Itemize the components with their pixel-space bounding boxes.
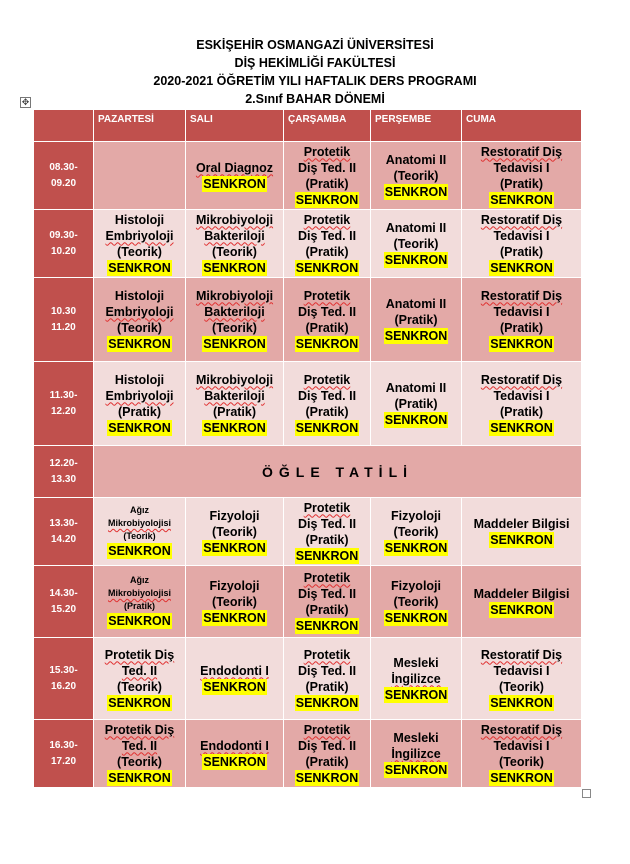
course-text: Maddeler Bilgisi — [473, 586, 570, 601]
course-text: Tedavisi I — [493, 388, 550, 403]
course-text: Protetik — [303, 372, 351, 387]
course-cell — [371, 362, 462, 446]
sync-badge: SENKRON — [108, 544, 171, 558]
course-text: Maddeler Bilgisi — [473, 516, 570, 531]
course-cell — [284, 498, 371, 566]
sync-badge: SENKRON — [203, 679, 266, 694]
course-text: (Pratik) — [305, 244, 349, 259]
course-text: Ted. II — [121, 738, 158, 753]
course-text: Mikrobiyolojisi — [107, 518, 171, 528]
course-cell — [186, 278, 284, 362]
time-slot-cell: 16.30- 17.20 — [34, 720, 94, 788]
time-slot-cell: 12.20- 13.30 — [34, 446, 94, 498]
course-text: Ağız — [130, 575, 149, 585]
course-cell — [462, 566, 582, 638]
course-text: Protetik — [303, 144, 351, 159]
course-text: Endodonti I — [200, 663, 269, 678]
course-text: (Teorik) — [499, 754, 544, 769]
course-cell — [462, 362, 582, 446]
course-cell — [94, 720, 186, 788]
course-text: Protetik — [303, 722, 351, 737]
course-text: (Teorik) — [117, 754, 162, 769]
course-text: (Pratik) — [394, 396, 438, 411]
sync-badge: SENKRON — [384, 687, 448, 702]
sync-badge: SENKRON — [295, 618, 359, 633]
course-text: (Teorik) — [499, 679, 544, 694]
course-text: Restoratif Diş — [480, 144, 563, 159]
course-text: Tedavisi I — [493, 738, 550, 753]
course-text: Protetik — [303, 647, 351, 662]
course-text: Bakteriloji — [204, 228, 265, 243]
table-row — [34, 446, 582, 498]
sync-badge: SENKRON — [108, 336, 171, 351]
course-text: Protetik — [303, 288, 351, 303]
course-cell — [371, 566, 462, 638]
day-header-thursday: PERŞEMBE — [371, 110, 462, 142]
time-slot-cell: 13.30- 14.20 — [34, 498, 94, 566]
course-text: (Pratik) — [212, 404, 257, 419]
course-text: Bakteriloji — [204, 304, 265, 319]
course-cell — [94, 638, 186, 720]
course-cell — [284, 278, 371, 362]
course-text: (Teorik) — [393, 594, 439, 609]
course-text: Histoloji — [114, 212, 165, 227]
course-text: Restoratif Diş — [480, 288, 563, 303]
course-cell — [186, 210, 284, 278]
course-text: Endodonti I — [200, 738, 269, 753]
sync-badge: SENKRON — [203, 610, 266, 625]
course-text: Fizyoloji — [209, 508, 260, 523]
course-text: (Pratik) — [499, 320, 544, 335]
table-row — [34, 362, 582, 446]
course-text: Diş Ted. II — [297, 516, 357, 531]
course-text: Tedavisi I — [493, 228, 550, 243]
sync-badge: SENKRON — [384, 540, 448, 555]
sync-badge: SENKRON — [384, 762, 448, 777]
course-cell — [371, 720, 462, 788]
course-text: İngilizce — [391, 671, 441, 686]
course-cell — [462, 142, 582, 210]
course-text: (Pratik) — [305, 176, 349, 191]
course-text: (Teorik) — [117, 679, 162, 694]
course-text: (Pratik) — [499, 176, 544, 191]
course-cell — [284, 638, 371, 720]
course-text: Diş Ted. II — [297, 586, 357, 601]
course-text: Oral Diagnoz — [195, 160, 274, 175]
course-text: Restoratif Diş — [480, 212, 563, 227]
course-text: Fizyoloji — [209, 578, 260, 593]
course-cell — [371, 142, 462, 210]
sync-badge: SENKRON — [203, 420, 266, 435]
sync-badge: SENKRON — [203, 540, 266, 555]
course-cell — [94, 210, 186, 278]
course-text: Bakteriloji — [204, 388, 265, 403]
course-text: Fizyoloji — [391, 578, 441, 593]
course-cell — [462, 210, 582, 278]
title-program: 2020-2021 ÖĞRETİM YILI HAFTALIK DERS PROGRAMI — [153, 74, 477, 88]
course-cell — [186, 566, 284, 638]
course-cell — [371, 210, 462, 278]
course-text: (Teorik) — [393, 236, 439, 251]
time-slot-cell: 10.30 11.20 — [34, 278, 94, 362]
course-cell — [284, 362, 371, 446]
course-text: Mesleki — [393, 655, 439, 670]
course-text: Anatomi II — [385, 380, 447, 395]
course-text: Ağız — [130, 505, 149, 515]
course-cell — [462, 638, 582, 720]
title-semester: 2.Sınıf BAHAR DÖNEMİ — [245, 92, 385, 106]
sync-badge: SENKRON — [490, 770, 553, 785]
sync-badge: SENKRON — [108, 420, 171, 435]
course-text: Diş Ted. II — [297, 388, 357, 403]
course-text: Diş Ted. II — [297, 304, 357, 319]
course-text: Protetik — [303, 570, 351, 585]
table-resize-handle-icon[interactable] — [582, 789, 591, 798]
sync-badge: SENKRON — [203, 754, 266, 769]
sync-badge: SENKRON — [203, 260, 266, 275]
course-text: Embriyoloji — [105, 388, 174, 403]
course-text: Restoratif Diş — [480, 722, 563, 737]
course-text: (Pratik) — [305, 532, 349, 547]
course-text: Tedavisi I — [493, 160, 550, 175]
course-cell — [94, 278, 186, 362]
course-cell — [284, 210, 371, 278]
sync-badge: SENKRON — [490, 260, 553, 275]
course-text: Diş Ted. II — [297, 738, 357, 753]
course-cell — [94, 142, 186, 210]
course-text: Restoratif Diş — [480, 372, 563, 387]
course-cell — [462, 278, 582, 362]
course-text: Protetik — [303, 500, 351, 515]
table-row — [34, 210, 582, 278]
sync-badge: SENKRON — [490, 602, 553, 617]
course-text: Protetik Diş — [104, 722, 175, 737]
course-text: (Teorik) — [117, 320, 162, 335]
sync-badge: SENKRON — [295, 260, 359, 275]
sync-badge: SENKRON — [108, 614, 171, 628]
course-text: (Teorik) — [117, 244, 162, 259]
sync-badge: SENKRON — [384, 610, 448, 625]
table-row — [34, 638, 582, 720]
sync-badge: SENKRON — [108, 695, 171, 710]
sync-badge: SENKRON — [295, 548, 359, 563]
sync-badge: SENKRON — [490, 532, 553, 547]
course-text: (Teorik) — [123, 531, 156, 541]
course-cell — [186, 142, 284, 210]
sync-badge: SENKRON — [490, 336, 553, 351]
day-header-wednesday: ÇARŞAMBA — [284, 110, 371, 142]
time-slot-cell: 08.30- 09.20 — [34, 142, 94, 210]
course-cell — [371, 638, 462, 720]
sync-badge: SENKRON — [295, 336, 359, 351]
course-text: Mikrobiyoloji — [195, 372, 274, 387]
sync-badge: SENKRON — [384, 252, 448, 267]
course-text: (Pratik) — [499, 404, 544, 419]
sync-badge: SENKRON — [384, 328, 448, 343]
sync-badge: SENKRON — [295, 420, 359, 435]
course-text: Diş Ted. II — [297, 160, 357, 175]
course-text: (Teorik) — [212, 594, 257, 609]
corner-cell — [34, 110, 94, 142]
lunch-break-cell: ÖĞLE TATİLİ — [94, 446, 582, 498]
course-text: (Pratik) — [305, 404, 349, 419]
course-cell — [186, 498, 284, 566]
day-header-row — [34, 110, 582, 142]
day-header-friday: CUMA — [462, 110, 582, 142]
sync-badge: SENKRON — [203, 336, 266, 351]
course-text: Anatomi II — [385, 296, 447, 311]
course-cell — [371, 278, 462, 362]
course-text: Diş Ted. II — [297, 663, 357, 678]
course-cell — [186, 720, 284, 788]
course-cell — [462, 720, 582, 788]
day-header-tuesday: SALI — [186, 110, 284, 142]
course-text: İngilizce — [391, 746, 441, 761]
course-text: Mikrobiyolojisi — [107, 588, 171, 598]
table-row — [34, 498, 582, 566]
course-text: (Pratik) — [123, 601, 155, 611]
time-slot-cell: 14.30- 15.20 — [34, 566, 94, 638]
course-text: Anatomi II — [385, 220, 447, 235]
course-cell — [371, 498, 462, 566]
table-row — [34, 142, 582, 210]
course-text: Tedavisi I — [493, 663, 550, 678]
course-text: Fizyoloji — [391, 508, 441, 523]
course-text: (Pratik) — [305, 602, 349, 617]
sync-badge: SENKRON — [490, 420, 553, 435]
course-text: Restoratif Diş — [480, 647, 563, 662]
sync-badge: SENKRON — [295, 770, 359, 785]
time-slot-cell: 09.30- 10.20 — [34, 210, 94, 278]
course-text: (Pratik) — [499, 244, 544, 259]
course-cell — [462, 498, 582, 566]
sync-badge: SENKRON — [490, 192, 553, 207]
course-cell — [186, 362, 284, 446]
course-cell — [94, 566, 186, 638]
course-text: (Pratik) — [305, 754, 349, 769]
sync-badge: SENKRON — [490, 695, 553, 710]
course-text: Protetik Diş — [104, 647, 175, 662]
course-cell — [186, 638, 284, 720]
course-cell — [284, 566, 371, 638]
table-row — [34, 720, 582, 788]
course-text: (Teorik) — [212, 244, 257, 259]
course-text: Mesleki — [393, 730, 439, 745]
schedule-table — [33, 109, 582, 788]
course-text: Mikrobiyoloji — [195, 288, 274, 303]
title-university: ESKİŞEHİR OSMANGAZİ ÜNİVERSİTESİ — [196, 38, 434, 52]
course-cell — [94, 498, 186, 566]
course-text: (Teorik) — [212, 320, 257, 335]
course-text: Ted. II — [121, 663, 158, 678]
course-text: Embriyoloji — [105, 228, 174, 243]
sync-badge: SENKRON — [108, 260, 171, 275]
course-text: (Teorik) — [393, 168, 439, 183]
course-cell — [284, 720, 371, 788]
course-text: Histoloji — [114, 372, 165, 387]
course-cell — [284, 142, 371, 210]
course-text: Protetik — [303, 212, 351, 227]
course-text: (Pratik) — [305, 320, 349, 335]
time-slot-cell: 11.30- 12.20 — [34, 362, 94, 446]
course-text: Embriyoloji — [105, 304, 174, 319]
schedule-body — [34, 110, 582, 788]
course-text: (Teorik) — [393, 524, 439, 539]
sync-badge: SENKRON — [295, 192, 359, 207]
course-text: (Pratik) — [305, 679, 349, 694]
sync-badge: SENKRON — [295, 695, 359, 710]
course-text: (Pratik) — [117, 404, 162, 419]
course-text: (Pratik) — [394, 312, 438, 327]
sync-badge: SENKRON — [203, 176, 266, 191]
day-header-monday: PAZARTESİ — [94, 110, 186, 142]
sync-badge: SENKRON — [108, 770, 171, 785]
course-text: Histoloji — [114, 288, 165, 303]
table-row — [34, 566, 582, 638]
course-text: Mikrobiyoloji — [195, 212, 274, 227]
course-cell — [94, 362, 186, 446]
course-text: Anatomi II — [385, 152, 447, 167]
time-slot-cell: 15.30- 16.20 — [34, 638, 94, 720]
table-move-handle-icon[interactable]: ✥ — [21, 97, 30, 107]
sync-badge: SENKRON — [384, 184, 448, 199]
course-text: Tedavisi I — [493, 304, 550, 319]
table-row — [34, 278, 582, 362]
course-text: Diş Ted. II — [297, 228, 357, 243]
sync-badge: SENKRON — [384, 412, 448, 427]
title-faculty: DİŞ HEKİMLİĞİ FAKÜLTESİ — [234, 56, 396, 70]
course-text: (Teorik) — [212, 524, 257, 539]
